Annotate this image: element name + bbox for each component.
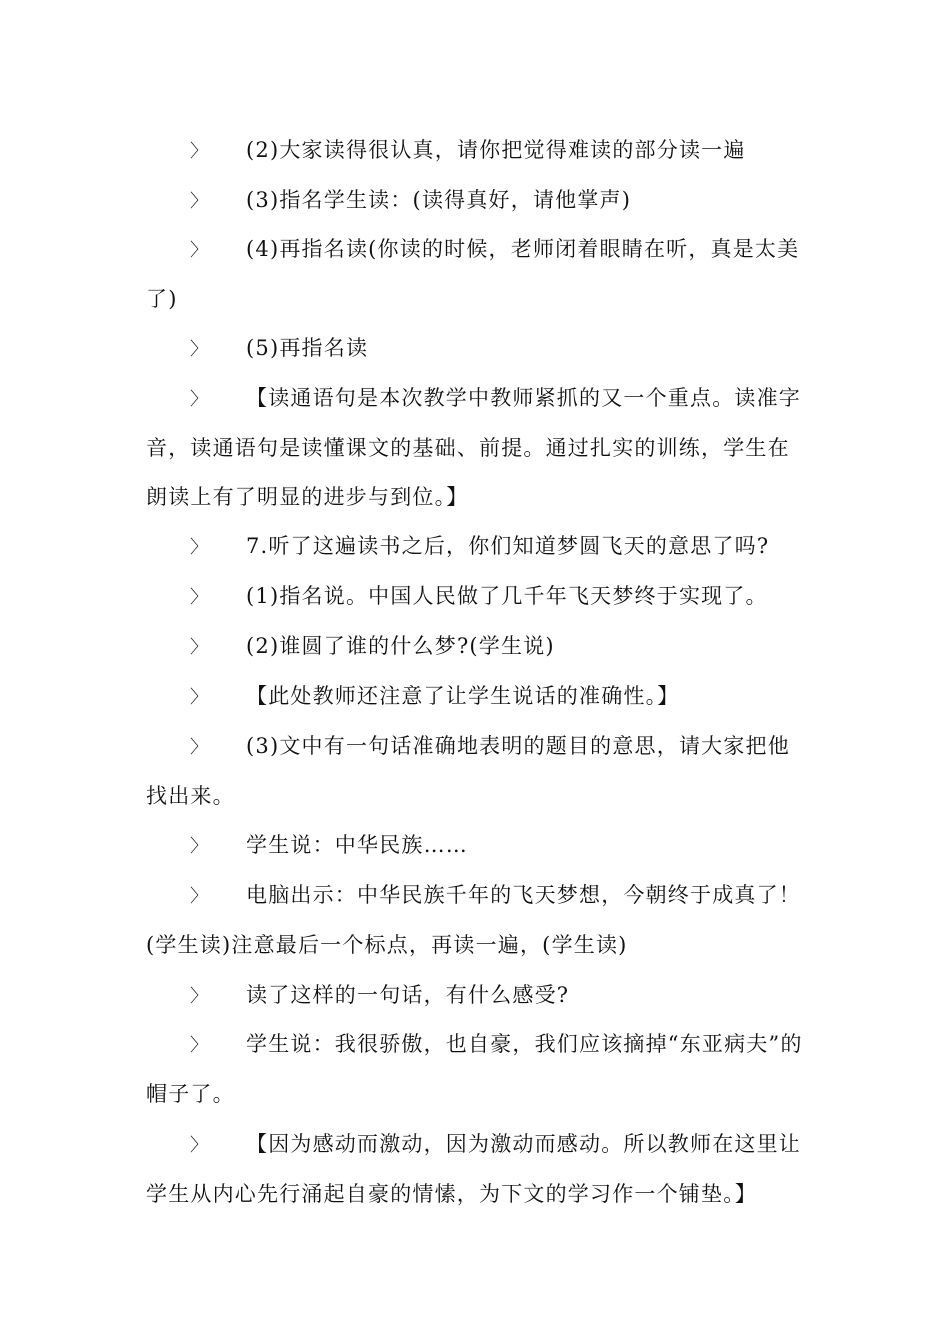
paragraph-text: 电脑出示：中华民族千年的飞天梦想，今朝终于成真了！(学生读)注意最后一个标点，再读一遍，(学生读)	[146, 883, 801, 957]
paragraph-10	[146, 722, 808, 821]
paragraph-14	[146, 1020, 808, 1119]
bullet-marker: 〉	[190, 191, 210, 212]
paragraph-text: 【读通语句是本次教学中教师紧抓的又一个重点。读准字音，读通语句是读懂课文的基础、前提。通过扎实的训练，学生在朗读上有了明显的进步与到位。】	[146, 386, 801, 509]
paragraph-text: (2)谁圆了谁的什么梦?(学生说)	[246, 634, 555, 658]
paragraph-13	[146, 971, 808, 1021]
bullet-marker: 〉	[190, 687, 210, 708]
bullet-marker: 〉	[190, 587, 210, 608]
paragraph-9	[146, 672, 808, 722]
paragraph-8	[146, 622, 808, 672]
paragraph-text: 学生说：我很骄傲，也自豪，我们应该摘掉“东亚病夫”的帽子了。	[146, 1032, 803, 1106]
bullet-marker: 〉	[190, 389, 210, 410]
paragraph-text: 学生说：中华民族……	[246, 833, 468, 857]
paragraph-2	[146, 176, 808, 226]
bullet-marker: 〉	[190, 141, 210, 162]
paragraph-1	[146, 126, 808, 176]
paragraph-text: (2)大家读得很认真，请你把觉得难读的部分读一遍	[246, 138, 746, 162]
paragraph-7	[146, 572, 808, 622]
bullet-marker: 〉	[190, 537, 210, 558]
bullet-marker: 〉	[190, 886, 210, 907]
paragraph-text: 7.听了这遍读书之后，你们知道梦圆飞天的意思了吗?	[246, 534, 770, 558]
paragraph-11	[146, 821, 808, 871]
paragraph-text: (4)再指名读(你读的时候，老师闭着眼睛在听，真是太美了)	[146, 237, 800, 311]
paragraph-text: (5)再指名读	[246, 336, 369, 360]
bullet-marker: 〉	[190, 737, 210, 758]
paragraph-4	[146, 324, 808, 374]
bullet-marker: 〉	[190, 1035, 210, 1056]
bullet-marker: 〉	[190, 1135, 210, 1156]
paragraph-12	[146, 871, 808, 970]
bullet-marker: 〉	[190, 986, 210, 1007]
paragraph-text: (3)指名学生读：(读得真好，请他掌声)	[246, 188, 632, 212]
paragraph-text: 读了这样的一句话，有什么感受?	[246, 983, 570, 1007]
paragraph-text: 【因为感动而激动，因为激动而感动。所以教师在这里让学生从内心先行涌起自豪的情愫，为下文的学习作一个铺垫。】	[146, 1132, 801, 1206]
paragraph-text: 【此处教师还注意了让学生说话的准确性。】	[246, 684, 680, 708]
paragraph-text: (3)文中有一句话准确地表明的题目的意思，请大家把他找出来。	[146, 734, 790, 808]
paragraph-3	[146, 225, 808, 324]
bullet-marker: 〉	[190, 240, 210, 261]
paragraph-text: (1)指名说。中国人民做了几千年飞天梦终于实现了。	[246, 584, 768, 608]
paragraph-6	[146, 522, 808, 572]
bullet-marker: 〉	[190, 339, 210, 360]
paragraph-15	[146, 1120, 808, 1219]
bullet-marker: 〉	[190, 836, 210, 857]
bullet-marker: 〉	[190, 637, 210, 658]
paragraph-5	[146, 374, 808, 522]
